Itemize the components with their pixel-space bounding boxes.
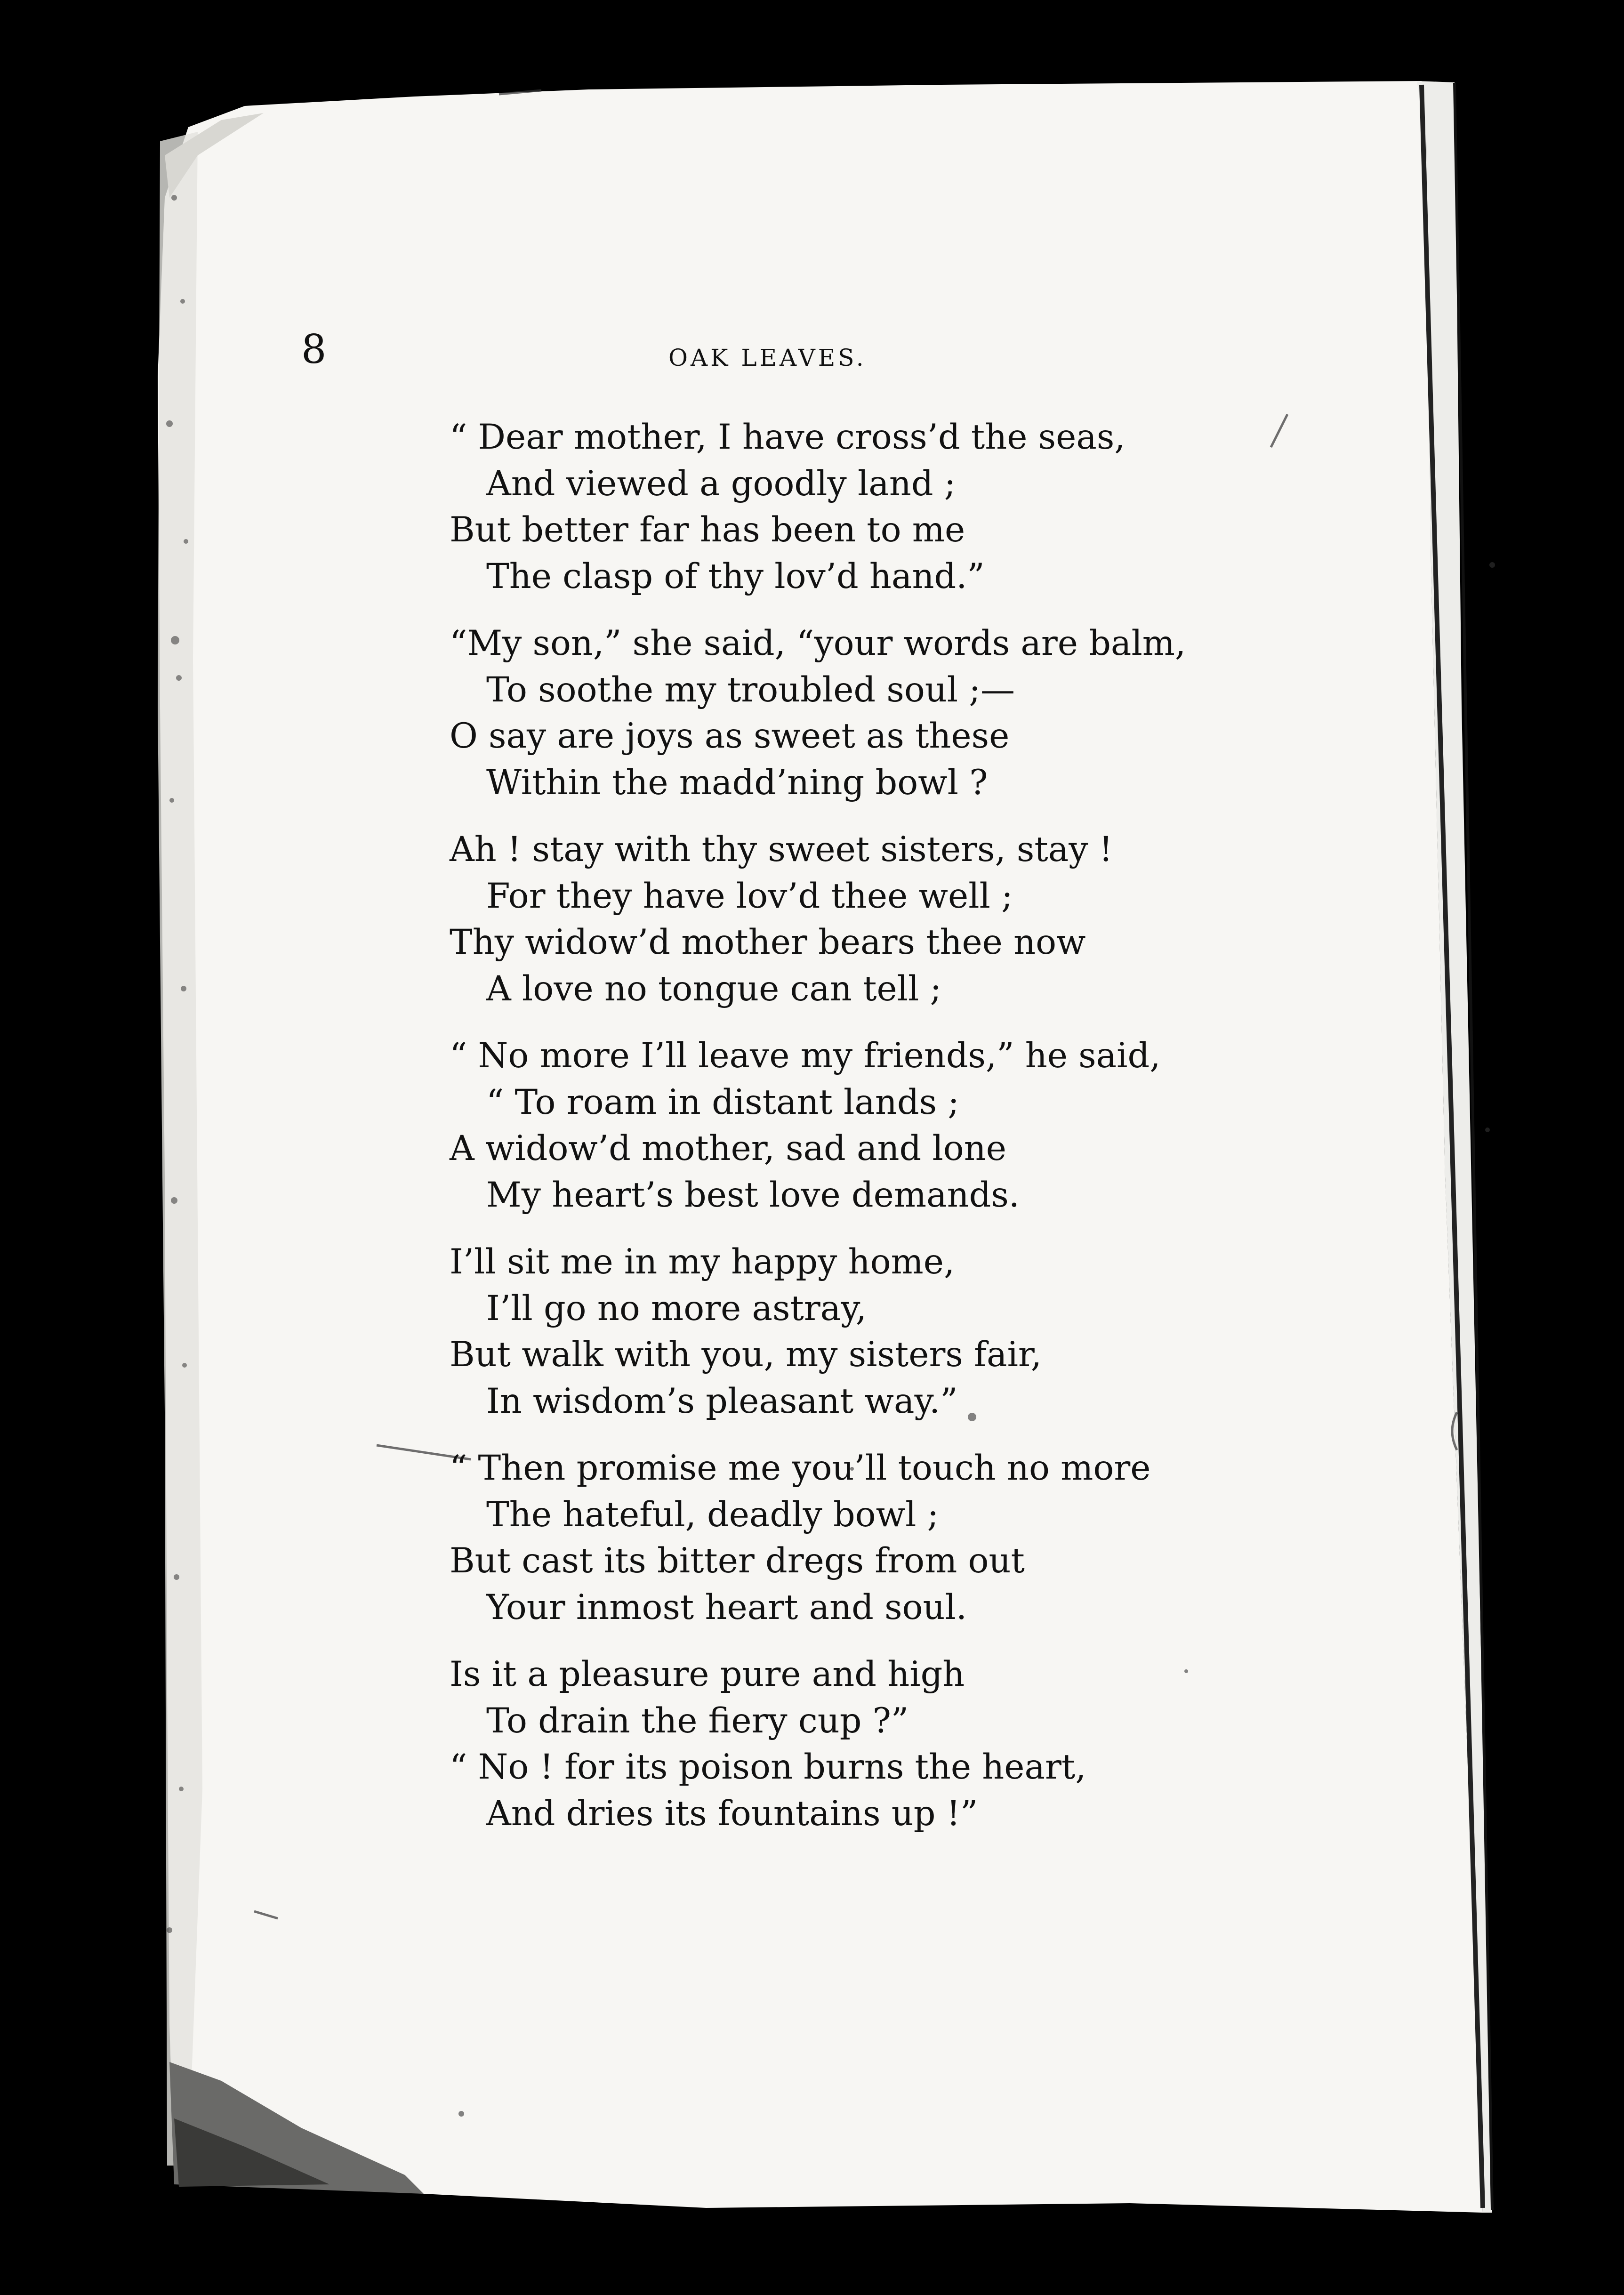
stanza (450, 1239, 1226, 1425)
poem-line: And viewed a goodly land ; (486, 463, 956, 504)
poem-line: In wisdom’s pleasant way.” (486, 1381, 958, 1421)
poem-line: O say are joys as sweet as these (450, 716, 1010, 756)
stanza (450, 414, 1226, 600)
poem-line: Your inmost heart and soul. (486, 1587, 967, 1627)
running-head: OAK LEAVES. (668, 344, 867, 371)
poem-line: “ Dear mother, I have cross’d the seas, (450, 417, 1126, 457)
poem-line: Within the madd’ning bowl ? (486, 762, 988, 803)
poem-line: To drain the fiery cup ?” (486, 1700, 909, 1741)
poem-line: Is it a pleasure pure and high (450, 1654, 965, 1694)
poem-line: For they have lov’d thee well ; (486, 876, 1013, 916)
poem-line: “ No ! for its poison burns the heart, (450, 1747, 1086, 1787)
poem-line: But walk with you, my sisters fair, (450, 1335, 1042, 1375)
stanza (450, 1651, 1226, 1837)
stanza (450, 1445, 1226, 1631)
poem-line: “ Then promise me you’ll touch no more (450, 1448, 1151, 1488)
poem-line: A widow’d mother, sad and lone (450, 1128, 1006, 1168)
page-number: 8 (301, 326, 327, 372)
poem-line: Thy widow’d mother bears thee now (450, 922, 1086, 962)
poem-line: My heart’s best love demands. (486, 1175, 1020, 1215)
poem-line: But cast its bitter dregs from out (450, 1541, 1025, 1581)
stanza (450, 827, 1226, 1012)
poem-line: I’ll go no more astray, (486, 1288, 867, 1329)
poem-line: A love no tongue can tell ; (486, 968, 942, 1009)
poem-line: “ No more I’ll leave my friends,” he said, (450, 1036, 1161, 1076)
poem-line: “ To roam in distant lands ; (486, 1082, 959, 1122)
poem (450, 414, 1226, 1858)
poem-line: To soothe my troubled soul ;— (486, 669, 1015, 710)
poem-line: “My son,” she said, “your words are balm, (450, 623, 1186, 663)
stanza (450, 1033, 1226, 1218)
stanza (450, 620, 1226, 806)
poem-line: The hateful, deadly bowl ; (486, 1494, 939, 1535)
poem-line: And dries its fountains up !” (486, 1793, 978, 1834)
poem-line: The clasp of thy lov’d hand.” (486, 556, 985, 596)
poem-line: I’ll sit me in my happy home, (450, 1242, 955, 1282)
poem-line: But better far has been to me (450, 510, 965, 550)
poem-line: Ah ! stay with thy sweet sisters, stay ! (450, 829, 1113, 870)
